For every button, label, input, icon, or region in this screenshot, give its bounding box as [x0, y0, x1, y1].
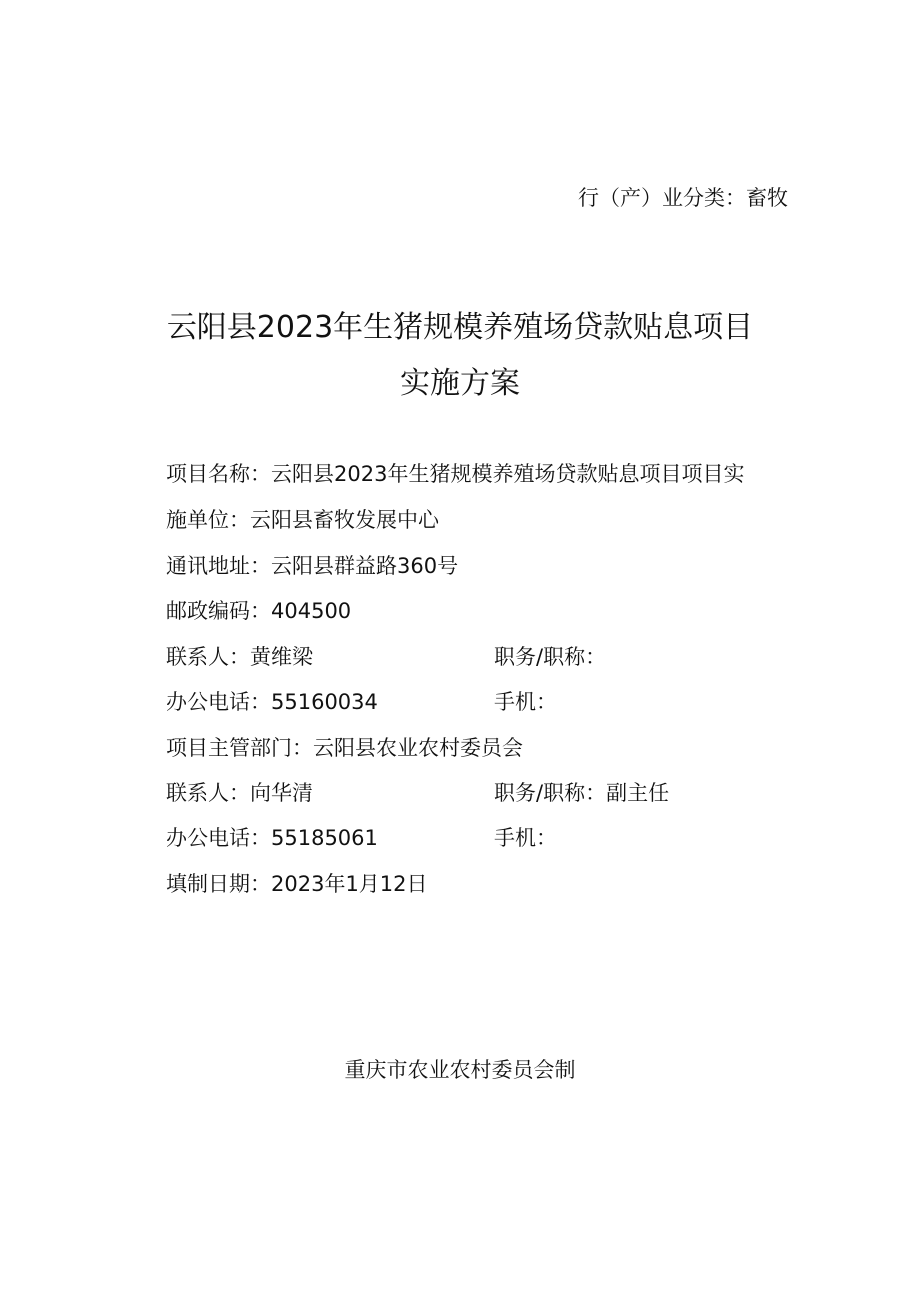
project-name-line-1: 项目名称：云阳县2023年生猪规模养殖场贷款贴息项目项目实	[166, 462, 745, 486]
contact-2-office-phone: 办公电话：55185061	[166, 826, 378, 850]
contact-2-title: 职务/职称：副主任	[494, 781, 670, 805]
fill-date: 填制日期：2023年1月12日	[166, 872, 428, 896]
document-title-line-1: 云阳县2023年生猪规模养殖场贷款贴息项目	[166, 310, 754, 345]
industry-category: 行（产）业分类：畜牧	[578, 186, 788, 210]
contact-1-title: 职务/职称：	[494, 645, 607, 669]
project-name-line-2: 施单位：云阳县畜牧发展中心	[166, 508, 439, 532]
issuing-authority: 重庆市农业农村委员会制	[344, 1058, 576, 1082]
contact-2-mobile: 手机：	[494, 826, 557, 850]
postcode-field: 邮政编码：404500	[166, 599, 352, 623]
document-title-line-2: 实施方案	[400, 366, 520, 401]
contact-1-name: 联系人：黄维梁	[166, 645, 313, 669]
contact-2-name: 联系人：向华清	[166, 781, 313, 805]
contact-1-mobile: 手机：	[494, 690, 557, 714]
contact-1-office-phone: 办公电话：55160034	[166, 690, 378, 714]
address-field: 通讯地址：云阳县群益路360号	[166, 554, 459, 578]
supervisor-department: 项目主管部门：云阳县农业农村委员会	[166, 736, 523, 760]
